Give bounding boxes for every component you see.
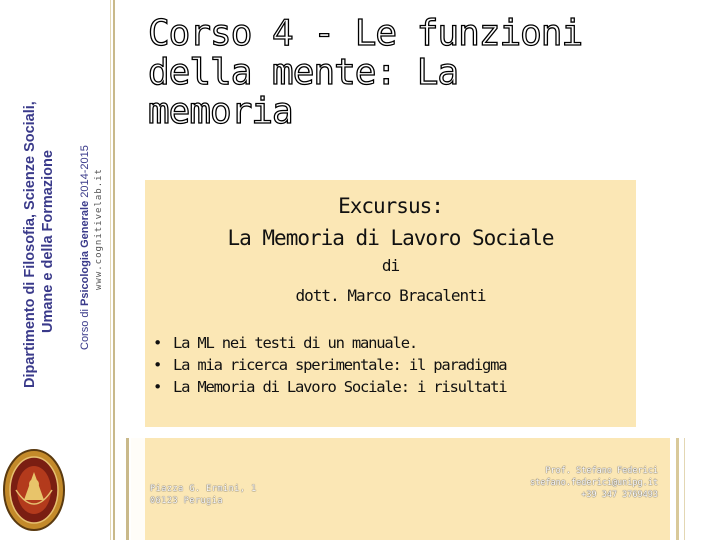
- university-seal-icon: [2, 448, 66, 532]
- course-name: Psicologia Generale: [79, 200, 91, 306]
- contact-name: Prof. Stefano Federici: [545, 466, 658, 476]
- excursus-label: Excursus:: [338, 194, 443, 218]
- footer-address: [150, 483, 257, 507]
- department-line-2: Umane e della Formazione: [40, 150, 56, 333]
- excursus-topic: La Memoria di Lavoro Sociale: [227, 226, 554, 250]
- slide-title: Corso 4 - Le funzioni della mente: La memoria: [148, 13, 583, 132]
- sidebar-divider-inner: [110, 0, 111, 540]
- list-item: • La ML nei testi di un manuale.: [153, 332, 506, 354]
- excursus-heading: [145, 190, 636, 254]
- contact-phone: +39 347 3769493: [581, 490, 658, 500]
- list-item: • La mia ricerca sperimentale: il paradigma: [153, 354, 506, 376]
- footer-divider-left: [126, 438, 129, 540]
- course-year: 2014-2015: [79, 145, 91, 201]
- by-label: di: [381, 256, 400, 275]
- footer-divider-right: [676, 438, 679, 540]
- contact-email[interactable]: stefano.federici@unipg.it: [530, 478, 658, 488]
- course-prefix: Corso di: [79, 305, 91, 350]
- author-name: dott. Marco Bracalenti: [295, 286, 486, 305]
- list-item: • La Memoria di Lavoro Sociale: i risultati: [153, 376, 506, 398]
- bullet-list: [153, 332, 506, 398]
- course-label: [79, 145, 91, 350]
- footer-contact: [478, 465, 658, 501]
- website-label: www.cognitivelab.it: [94, 168, 104, 290]
- department-line-1: Dipartimento di Filosofia, Scienze Sociali,: [22, 101, 38, 388]
- footer-divider-right-inner: [684, 438, 685, 540]
- address-city: 06123 Perugia: [150, 496, 224, 506]
- address-street: Piazza G. Ermini, 1: [150, 484, 257, 494]
- sidebar-divider: [113, 0, 115, 540]
- footer-stripe: [131, 438, 145, 540]
- content-box: [145, 180, 636, 427]
